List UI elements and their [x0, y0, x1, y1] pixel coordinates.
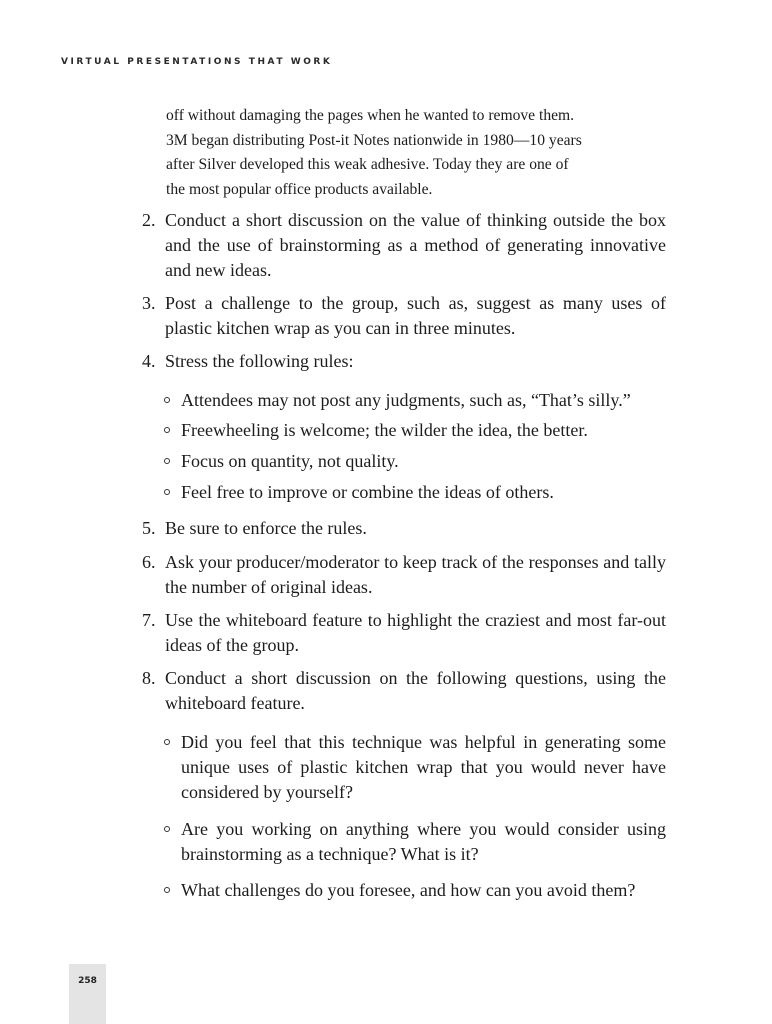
question-text: Are you working on anything where you would consider using brainstorming as a technique? What is it?	[181, 819, 666, 864]
question-item	[164, 730, 666, 805]
hollow-bullet-icon	[164, 887, 170, 893]
list-item-step-6	[142, 550, 666, 600]
step-number: 2.	[142, 210, 156, 230]
hollow-bullet-icon	[164, 458, 170, 464]
step-number: 6.	[142, 552, 156, 572]
hollow-bullet-icon	[164, 427, 170, 433]
continued-line: the most popular office products available.	[166, 180, 433, 198]
step-text: Use the whiteboard feature to highlight the craziest and most far-out ideas of the group.	[165, 610, 666, 655]
hollow-bullet-icon	[164, 826, 170, 832]
step-text: Post a challenge to the group, such as, suggest as many uses of plastic kitchen wrap as you can in three minutes.	[165, 293, 666, 338]
list-item-step-5	[142, 516, 666, 541]
rule-item	[164, 418, 666, 443]
question-item	[164, 817, 666, 867]
step-text: Conduct a short discussion on the value of thinking outside the box and the use of brainstorming as a method of generating innovative and new ideas.	[165, 210, 666, 280]
step-text: Ask your producer/moderator to keep track of the responses and tally the number of original ideas.	[165, 552, 666, 597]
step-number: 3.	[142, 293, 156, 313]
list-item-step-2	[142, 208, 666, 283]
rule-text: Feel free to improve or combine the ideas of others.	[181, 482, 554, 502]
page-number: 258	[78, 976, 97, 986]
list-item-step-7	[142, 608, 666, 658]
running-head: VIRTUAL PRESENTATIONS THAT WORK	[61, 57, 333, 67]
question-text: Did you feel that this technique was helpful in generating some unique uses of plastic kitchen wrap that you would never have considered by yourself?	[181, 732, 666, 802]
hollow-bullet-icon	[164, 489, 170, 495]
step-number: 5.	[142, 518, 156, 538]
list-item-step-4	[142, 349, 666, 374]
rule-text: Attendees may not post any judgments, such as, “That’s silly.”	[181, 390, 631, 410]
step-number: 8.	[142, 668, 156, 688]
continued-line: 3M began distributing Post-it Notes nationwide in 1980—10 years	[166, 131, 582, 149]
hollow-bullet-icon	[164, 739, 170, 745]
step-number: 4.	[142, 351, 156, 371]
rule-item	[164, 388, 666, 413]
page-number-tab	[69, 964, 106, 1024]
question-text: What challenges do you foresee, and how can you avoid them?	[181, 880, 636, 900]
step-number: 7.	[142, 610, 156, 630]
step-text: Stress the following rules:	[165, 351, 354, 371]
rule-item	[164, 480, 666, 505]
step-text: Be sure to enforce the rules.	[165, 518, 367, 538]
continued-paragraph	[166, 104, 636, 202]
rule-text: Focus on quantity, not quality.	[181, 451, 399, 471]
step-text: Conduct a short discussion on the following questions, using the whiteboard feature.	[165, 668, 666, 713]
continued-line: off without damaging the pages when he wanted to remove them.	[166, 107, 575, 124]
list-item-step-8	[142, 666, 666, 716]
question-item	[164, 878, 666, 903]
rule-item	[164, 449, 666, 474]
continued-line: after Silver developed this weak adhesive. Today they are one of	[166, 156, 569, 173]
rule-text: Freewheeling is welcome; the wilder the idea, the better.	[181, 420, 588, 440]
hollow-bullet-icon	[164, 397, 170, 403]
list-item-step-3	[142, 291, 666, 341]
